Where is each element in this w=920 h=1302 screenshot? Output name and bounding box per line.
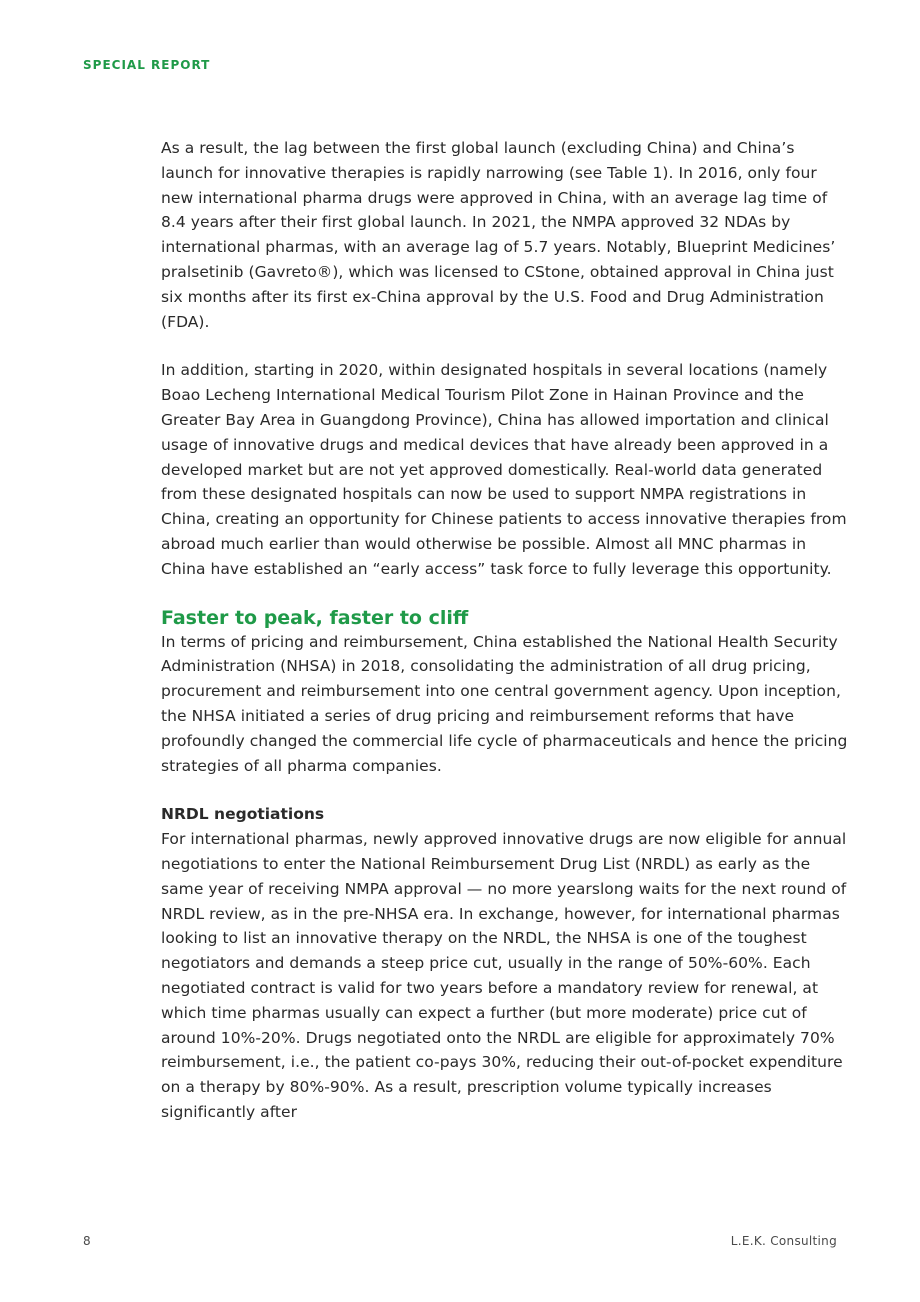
page-number: 8 — [83, 1234, 91, 1248]
paragraph-nrdl-negotiations: For international pharmas, newly approved innovative drugs are now eligible for annual negotiations to enter the National Reimbursement Drug List (NRDL) as early as the same year of receiving NMPA approval — no more yearslong waits for the next round of NRDL review, as in the pre-NHSA era. In exchange, however, for international pharmas looking to list an innovative therapy on the NRDL, the NHSA is one of the toughest negotiators and demands a steep price cut, usually in the range of 50%-60%. Each negotiated contract is valid for two years before a mandatory review for renewal, at which time pharmas usually can expect a further (but more moderate) price cut of around 10%-20%. Drugs negotiated onto the NRDL are eligible for approximately 70% reimbursement, i.e., the patient co-pays 30%, reducing their out-of-pocket expenditure on a therapy by 80%-90%. As a result, prescription volume typically increases significantly after — [161, 830, 847, 1121]
article-body — [161, 136, 851, 1149]
sub-heading-nrdl: NRDL negotiations — [161, 805, 325, 824]
report-section-label: SPECIAL REPORT — [83, 58, 211, 72]
paragraph-early-access: In addition, starting in 2020, within designated hospitals in several locations (namely Boao Lecheng International Medical Tourism Pilot Zone in Hainan Province and the Greater Bay Area in Guangdong Province), China has allowed importation and clinical usage of innovative drugs and medical devices that have already been approved in a developed market but are not yet approved domestically. Real-world data generated from these designated hospitals can now be used to support NMPA registrations in China, creating an opportunity for Chinese patients to access innovative therapies from abroad much earlier than would otherwise be possible. Almost all MNC pharmas in China have established an “early access” task force to fully leverage this opportunity. — [161, 361, 847, 578]
section-heading: Faster to peak, faster to cliff — [161, 606, 469, 629]
paragraph-approval-lag: As a result, the lag between the first global launch (excluding China) and China’s launch for innovative therapies is rapidly narrowing (see Table 1). In 2016, only four new international pharma drugs were approved in China, with an average lag time of 8.4 years after their first global launch. In 2021, the NMPA approved 32 NDAs by international pharmas, with an average lag of 5.7 years. Notably, Blueprint Medicines’ pralsetinib (Gavreto®), which was licensed to CStone, obtained approval in China just six months after its first ex-China approval by the U.S. Food and Drug Administration (FDA). — [161, 139, 836, 331]
paragraph-nhsa: In terms of pricing and reimbursement, China established the National Health Security Administration (NHSA) in 2018, consolidating the administration of all drug pricing, procurement and reimbursement into one central government agency. Upon inception, the NHSA initiated a series of drug pricing and reimbursement reforms that have profoundly changed the commercial life cycle of pharmaceuticals and hence the pricing strategies of all pharma companies. — [161, 632, 848, 775]
footer-brand: L.E.K. Consulting — [730, 1234, 837, 1248]
